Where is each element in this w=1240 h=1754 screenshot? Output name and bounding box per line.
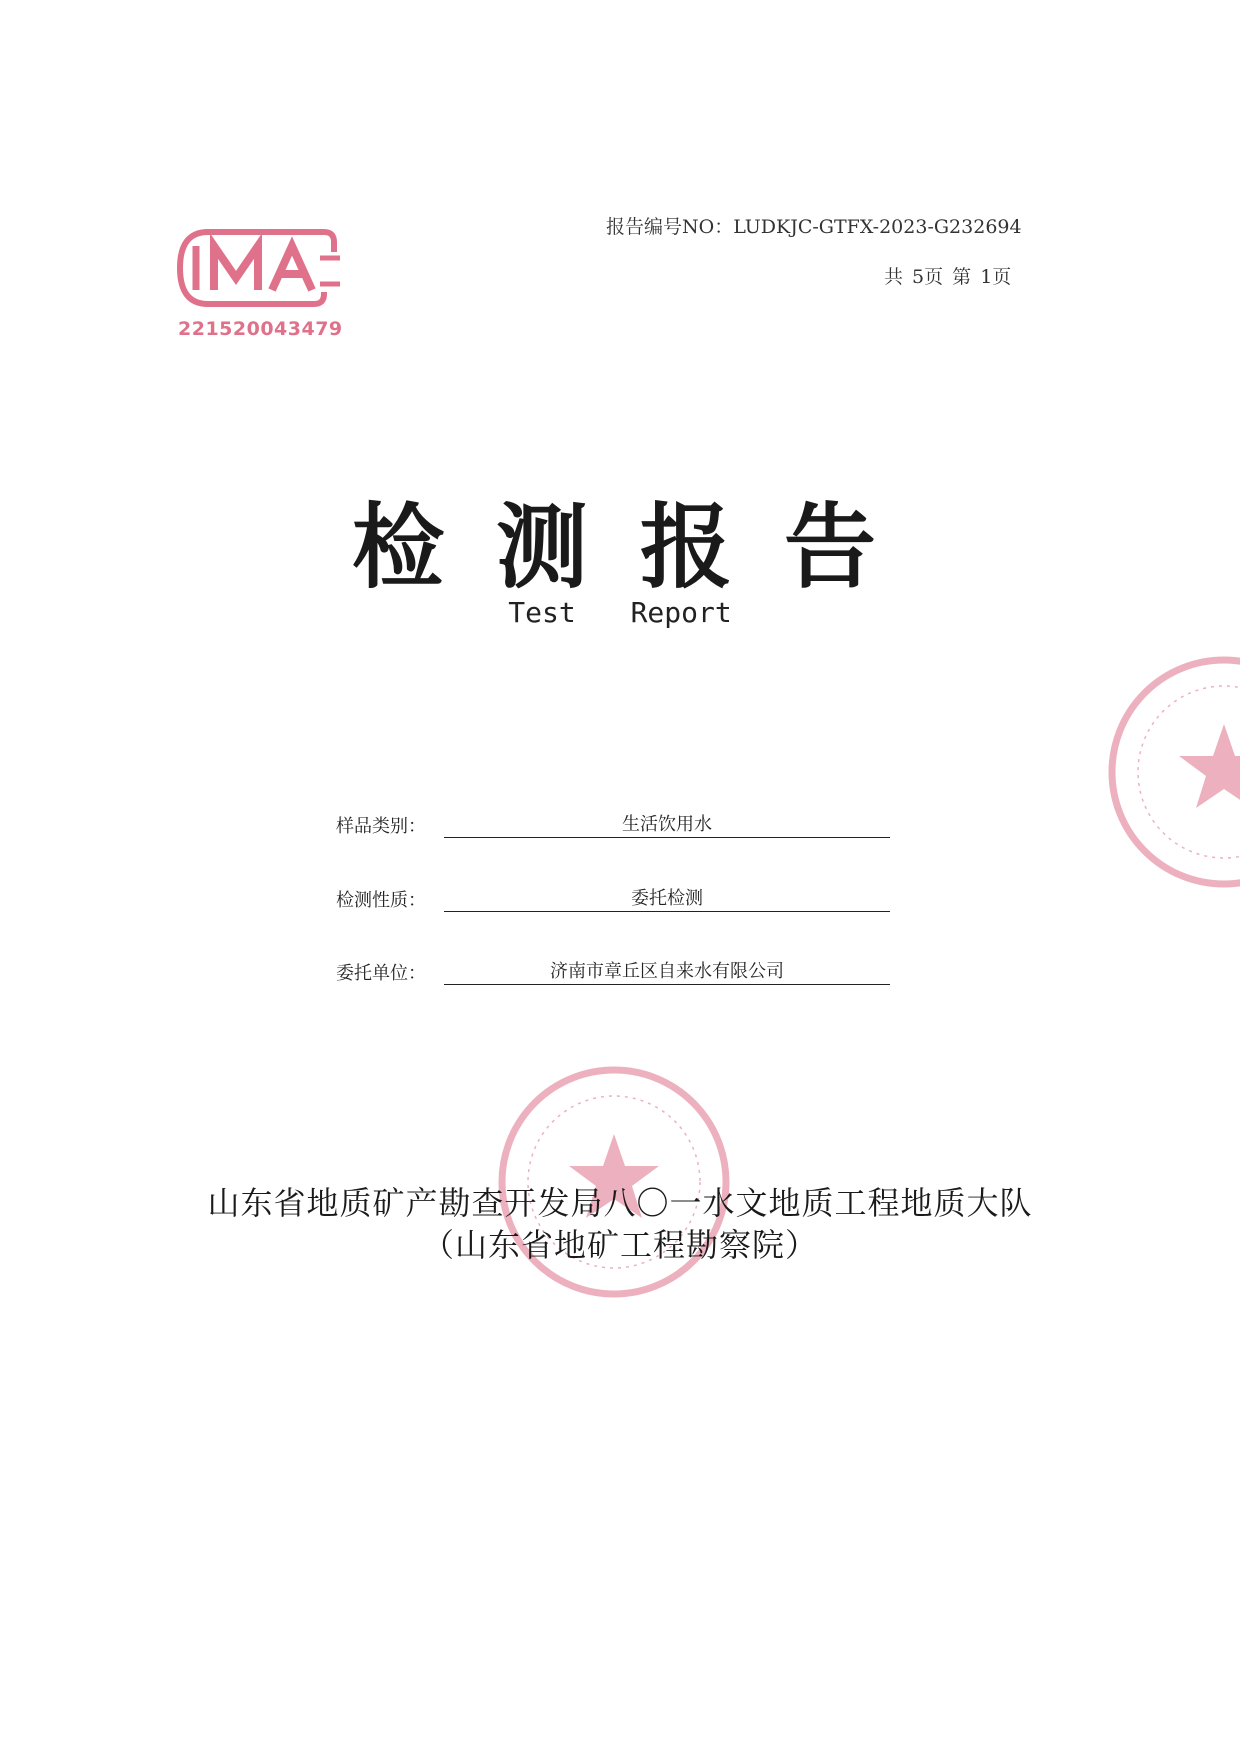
field-label: 检测性质：	[336, 890, 426, 911]
field-sample-type	[336, 800, 896, 840]
cma-accreditation-mark	[174, 222, 342, 344]
organization-alt-name: （山东省地矿工程勘察院）	[421, 1226, 818, 1264]
seal-partial-right	[1104, 652, 1240, 892]
page-count: 共 5页 第 1页	[884, 266, 1012, 288]
field-label: 样品类别：	[336, 816, 426, 837]
report-title: 检测报告	[351, 494, 928, 601]
field-value: 委托检测	[444, 884, 890, 912]
field-label: 委托单位：	[336, 963, 426, 984]
organization-name: 山东省地质矿产勘查开发局八〇一水文地质工程地质大队	[207, 1184, 1033, 1222]
field-value: 济南市章丘区自来水有限公司	[444, 957, 890, 985]
report-subtitle: Test Report	[508, 596, 732, 629]
cma-logo	[174, 222, 342, 314]
report-number: 报告编号NO：LUDKJC-GTFX-2023-G232694	[606, 216, 1022, 238]
cma-number: 221520043479	[178, 318, 343, 340]
field-client	[336, 947, 896, 987]
field-value: 生活饮用水	[444, 810, 890, 838]
field-test-nature	[336, 874, 896, 914]
